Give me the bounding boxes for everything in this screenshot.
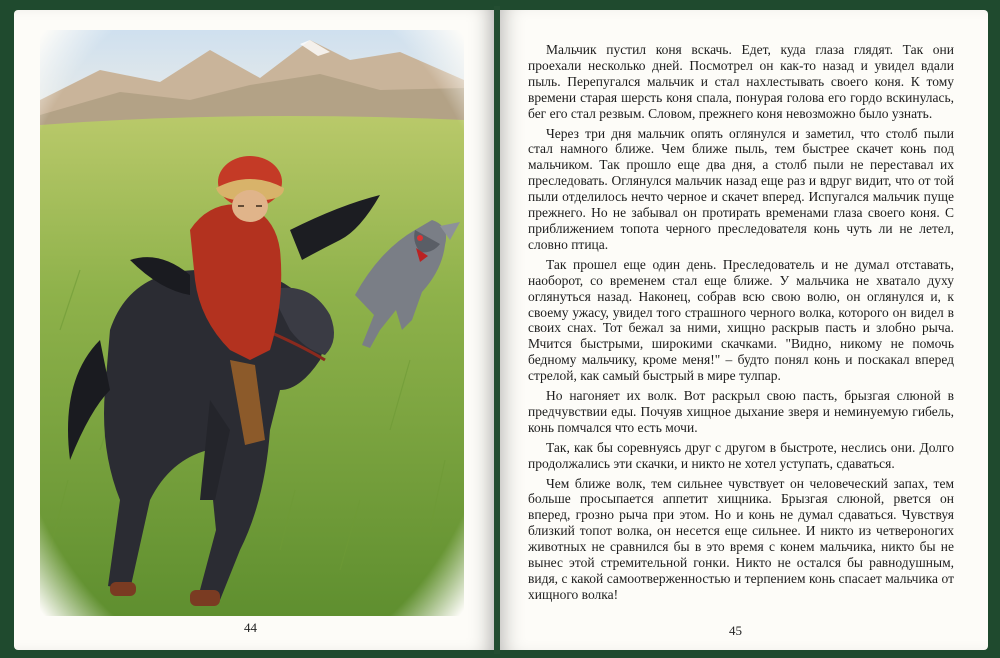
paragraph: Но нагоняет их волк. Вот раскрыл свою пасть, брызгая слюной в предчувствии еды. Почуяв хищное дыхание зверя и неминуемую гибель, конь помчался что есть мочи.	[528, 388, 954, 435]
paragraph: Так прошел еще один день. Преследователь и не думал отставать, наоборот, со временем стал еще ближе. У мальчика не хватало духу оглянуться назад. Наконец, собрав всю свою волю, он оглянулся и, к своему ужасу, увидел того страшного черного волка, которого он видел в своих снах. Тот бежал за ними, хищно раскрыв пасть и злобно рыча. Мчится быстрыми, широкими скачками. "Видно, никому не помочь бедному мальчику, кроме меня!" – будто понял конь и поскакал вперед стрелой, как самый быстрый в мире тулпар.	[528, 256, 954, 384]
story-text	[528, 42, 954, 607]
illustration-boy-horse-wolf	[40, 30, 464, 616]
paragraph: Чем ближе волк, тем сильнее чувствует он человеческий запах, тем больше просыпается аппетит хищника. Брызгая слюной, рвется он вперед, грозно рыча при этом. Но и конь не думал сдаваться. Чувствуя близкий топот волка, он несется еще сильнее. И никто из четвероногих животных не сравнился бы в это время с конем мальчика, никто бы не вынес этой стремительной гонки. Никто не остался бы равнодушным, видя, с какой самоотверженностью и терпением конь спасает мальчика от хищного волка!	[528, 475, 954, 602]
book-spine	[494, 6, 500, 654]
paragraph: Так, как бы соревнуясь друг с другом в быстроте, неслись они. Долго продолжались эти скачки, и никто не хотел уступать, сдаваться.	[528, 439, 954, 471]
page-number-left: 44	[244, 620, 257, 635]
paragraph: Через три дня мальчик опять оглянулся и заметил, что столб пыли стал намного ближе. Чем ближе пыль, тем быстрее скачет конь под мальчиком. Так прошло еще два дня, а столб пыли не переставал их преследовать. Оглянулся мальчик назад еще раз и вдруг видит, что от той пыли отделилось нечто черное и скачет вперед. Испугался мальчик пуще прежнего. Но не забывал он протирать временами глаза своего коня. С приближением топота черного преследователя конь чуть ли не летел, словно птица.	[528, 125, 954, 252]
paragraph: Мальчик пустил коня вскачь. Едет, куда глаза глядят. Так они проехали несколько дней. Посмотрел он как-то назад и увидел вдали пыль. Перепугался мальчик и стал нахлестывать своего коня. К тому времени старая шерсть коня спала, понурая голова его гордо вскинулась, бег его стал резвым. Словом, прежнего коня невозможно было узнать.	[528, 42, 954, 121]
page-number-right: 45	[729, 623, 742, 638]
